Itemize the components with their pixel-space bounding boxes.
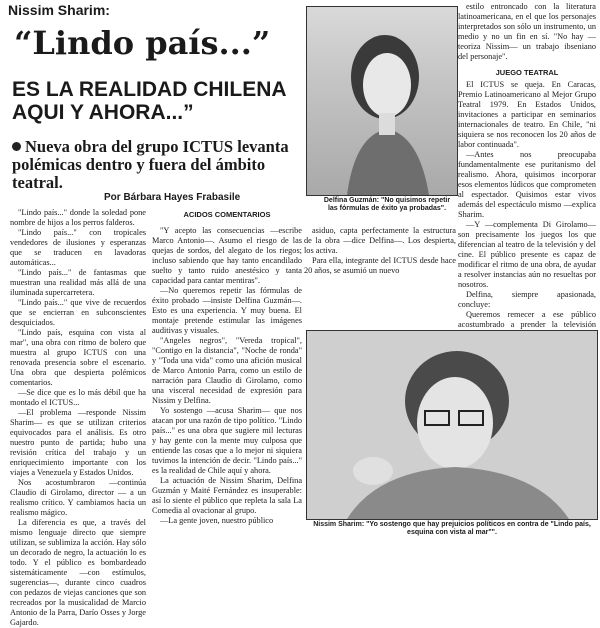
column-1-paragraph: La diferencia es que, a través del mismo lenguaje directo que siempre utilizan, se sublimiza la acción. Hay sólo un decorado de negro, la actuación lo es todo. Y el público es bombardeado sistemáticamente —con estímulos, sugerencias—, durante cinco cuadros con pedazos de viejas canciones que son recreados por la musicalidad de Marcio Antonio de la Parra, Darío Osses y Jorge Gajardo.	[10, 518, 146, 627]
article-lead	[12, 138, 302, 192]
photo-caption-delfina: Delfina Guzmán: "No quisimos repetir las fórmulas de éxito ya probadas".	[323, 197, 451, 212]
column-2-paragraph: La actuación de Nissim Sharim, Delfina Guzmán y Maité Fernández es insuperable: así lo siente el público que repleta la sala La Comedia al ovacionar al grupo.	[152, 476, 302, 515]
column-2-paragraph: —La gente joven, nuestro público	[160, 516, 274, 525]
column-1-paragraph: "Lindo país, esquina con vista al mar", una obra con ritmo de bolero que muestra al grupo ICTUS con una renovada presencia sobre el escenario. Una obra que despierta polémicos comentarios.	[10, 328, 146, 387]
column-2-paragraph: —No queremos repetir las fórmulas de éxito probado —insiste Delfina Guzmán—. Esto es una experiencia. Y muy buena. El montaje pretende estimular las imágenes auditivas y visuales.	[152, 286, 302, 335]
column-2-paragraph: Yo sostengo —acusa Sharim— que nos atacan por una razón de tipo político. "Lindo país..." es una obra que sugiere mil lecturas y hay gente con la mente muy culposa que entiende las cosas que a lo mejor ni siquiera tuvimos la intención de decir. "Lindo país..." es la realidad de Chile aquí y ahora.	[152, 406, 302, 475]
column-1-paragraph: "Lindo país..." donde la soledad pone nombre de hijos a los perros falderos.	[10, 208, 146, 227]
photo-delfina-guzman	[306, 6, 458, 196]
column-4-paragraph: Delfina, siempre apasionada, concluye:	[458, 290, 596, 309]
photo-caption-nissim: Nissim Sharim: "Yo sostengo que hay prejuicios políticos en contra de "Lindo país, esquina con vista al mar"".	[313, 521, 591, 536]
bullet-icon	[12, 142, 21, 151]
column-2	[152, 226, 302, 548]
column-4	[458, 80, 596, 348]
article-subtitle: ES LA REALIDAD CHILENA AQUI Y AHORA...”	[12, 78, 286, 124]
column-4-paragraph: —Antes nos preocupaba fundamentalmente ese puritanismo del realismo. Ahora, quisimos incorporar esos elementos lúdicos que comprometen al espectador. Quisimos estar vivos además del espectáculo mismo —explica Sharim.	[458, 150, 596, 219]
column-1-paragraph: "Lindo país..." de fantasmas que muestran una realidad más allá de una iluminada supercarretera.	[10, 268, 146, 297]
column-4-paragraph: El ICTUS se queja. En Caracas, Premio Latinoamericano al Mejor Grupo Teatral 1979. En Estados Unidos, invitaciones a participar en seminarios internacionales de teatro. En Chile, "ni siquiera se nos reconocen los 20 años de labor continuada".	[458, 80, 596, 149]
article-byline-top: Nissim Sharim:	[8, 2, 110, 18]
column-1-paragraph: Nos acostumbraron —continúa Claudio di Girolamo, director — a un realismo crítico. Y cambiamos hacia un realismo mágico.	[10, 478, 146, 517]
column-1-paragraph: "Lindo país..." que vive de recuerdos que se encierran en subconscientes desquiciados.	[10, 298, 146, 327]
column-3-paragraph: Para ella, integrante del ICTUS desde hace 20 años, se asumió un nuevo	[304, 256, 456, 275]
article-author: Por Bárbara Hayes Frabasile	[104, 192, 241, 203]
column-4-paragraph: estilo entroncado con la literatura latinoamericana, en el que los personajes interpretados son sólo un instrumento, un medio y no un fin en sí. "No hay —teoriza Nissim— un trabajo ibseniano del personaje".	[458, 2, 596, 61]
column-1-paragraph: —El problema —responde Nissim Sharim— es que se utilizan criterios equivocados para el análisis. Es otro nuestro punto de partida; hubo una revisión crítica del trabajo y un enriquecimiento importante con los viajes a Venezuela y Estados Unidos.	[10, 408, 146, 477]
column-1-paragraph: —Se dice que es lo más débil que ha montado el ICTUS...	[10, 388, 146, 407]
photo-nissim-sharim	[306, 330, 598, 520]
column-3-paragraph: asiduo, capta perfectamente la estructura de la obra —dice Delfina—. Los despierta, los activa.	[304, 226, 456, 255]
column-4-top	[458, 2, 596, 68]
column-2-paragraph: "Angeles negros", "Vereda tropical", "Contigo en la distancia", "Noche de ronda" y "Toda una vida" como una afición musical de Marco Antonio Parra, como un estilo de narración para Claudio di Girolamo, como una visceral necesidad de expresión para Nissim y Delfina.	[152, 336, 302, 405]
section-heading-juego-teatral: JUEGO TEATRAL	[495, 68, 559, 77]
column-4-paragraph: —Y —complementa Di Girolamo— son precisamente los juegos los que diferencian al teatro de la televisión y del cine. El público presente es capaz de modificar el ritmo de una obra, de ayudar a resolver instancias aún no resueltas por nosotros.	[458, 220, 596, 289]
article-lead-text: Nueva obra del grupo ICTUS levanta polémicas dentro y fuera del ámbito teatral.	[12, 137, 289, 192]
column-2-paragraph: "Y acepto las consecuencias —escribe Marco Antonio—. Asumo el riesgo de las quejas de sordos, del alegato de los riegos; incluso sabiendo que hay tanto encandilado suelto y tanto ruido anestésico y tanta capacidad para cantar mentiras".	[152, 226, 302, 285]
column-1-paragraph: "Lindo país..." con tropicales vendedores de ilusiones y esperanzas que se traducen en lavadoras automáticas...	[10, 228, 146, 267]
column-3	[304, 226, 456, 326]
column-4-paragraph: Queremos remecer a ese público acostumbrado a prender la televisión	[458, 310, 596, 329]
section-heading-acidos: ACIDOS COMENTARIOS	[183, 210, 271, 219]
article-title: “Lindo país...”	[14, 24, 271, 62]
column-1	[10, 208, 146, 627]
portrait-woman-icon	[307, 7, 457, 195]
portrait-man-icon	[307, 331, 597, 519]
